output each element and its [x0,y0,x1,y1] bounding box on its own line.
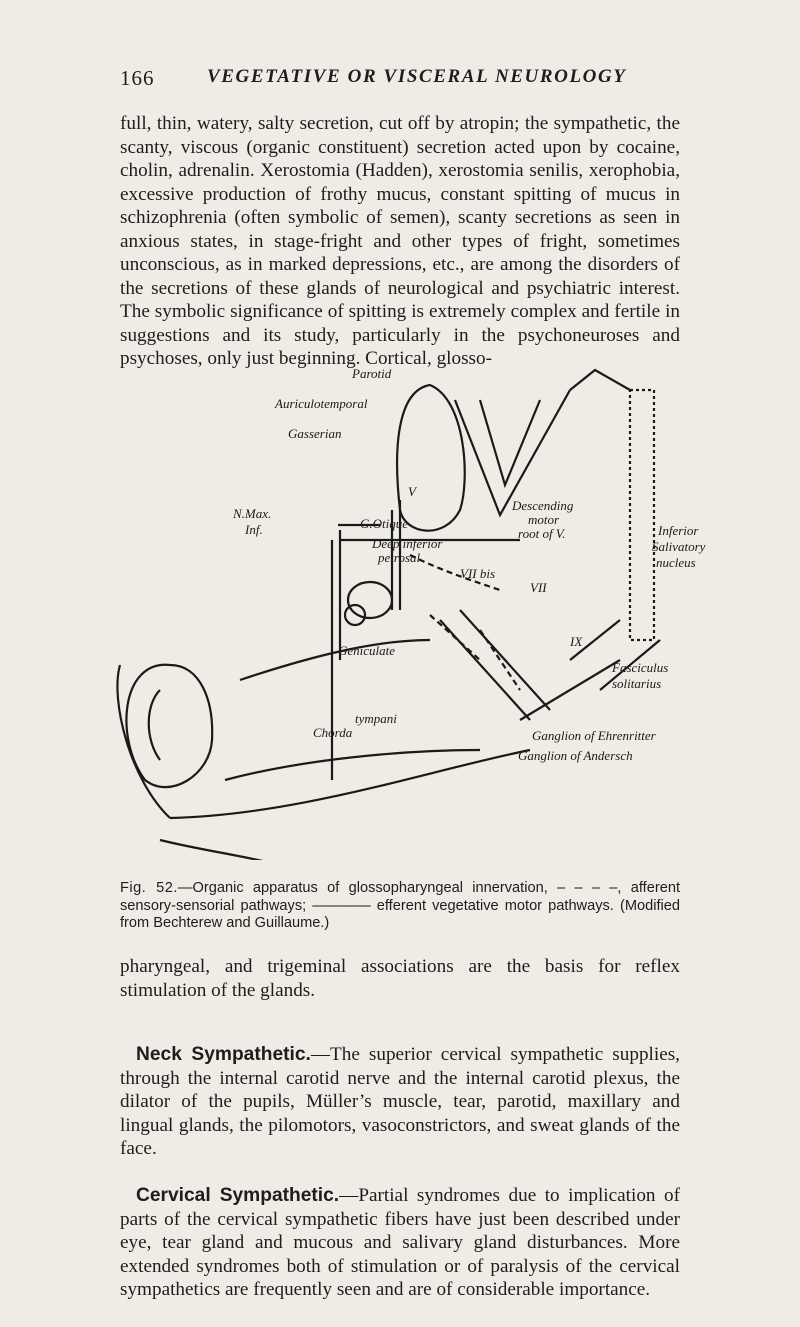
body-paragraph-3 [120,1043,680,1161]
running-head: VEGETATIVE OR VISCERAL NEUROLOGY [207,66,627,87]
body-paragraph-2: pharyngeal, and trigeminal associations are the basis for reflex stimulation of the glands. [120,956,680,1001]
label-salivatory: Salivatory [652,539,706,554]
label-solitarius: solitarius [612,676,662,691]
label-fasciculus: Fasciculus [612,660,669,675]
glossopharyngeal-diagram [100,360,720,860]
otic-ganglion [348,582,392,618]
label-chorda: Chorda [313,725,353,740]
figure-caption [120,880,680,933]
label-gasserian: Gasserian [288,426,342,441]
label-inf: Inf. [245,522,263,537]
label-ehrenritter: Ganglion of Ehrenritter [532,728,656,743]
label-descending: Descending [512,498,574,513]
body-paragraph-1: full, thin, watery, salty secretion, cut off by atropin; the sympathetic, the scanty, viscous (organic constituent) secretion acted upon by cocaine, cholin, adrenalin. Xerostomia (Hadden), xerostomia senilis, xerophobia, excessive production of frothy mucus, constant spitting of mucus in schizophrenia (often symbolic of semen), scanty secretions as seen in anxious states, in stage-fright and other types of fright, sometimes unconscious, as in marked depressions, etc., are among the disorders of the secretions of these glands of neurological and psychiatric interest. The symbolic significance of spitting is extremely complex and fertile in suggestions and its study, particularly in the psychoneuroses and psychoses, only just beginning. Cortical, glosso- [120,113,680,369]
label-geniculate: Geniculate [338,643,396,658]
body-paragraph-4 [120,1184,680,1302]
label-v: V [408,484,416,499]
cervical-sympathetic-heading: Cervical Sympathetic. [136,1185,340,1206]
figure-52 [100,360,720,860]
label-root-of-v: root of V. [518,526,566,541]
page-number: 166 [120,66,155,90]
label-motor: motor [528,512,560,527]
label-tympani: tympani [355,711,397,726]
geniculate-ganglion [345,605,365,625]
label-gotique: G.Otique [360,516,409,531]
label-ix: IX [570,634,583,649]
caption-label: Fig. 52. [120,880,178,896]
cervical-sympathetic-text: —Partial syndromes due to implication of parts of the cervical sympathetic fibers have just been described under eye, tear gland and mucous and salivary gland disturbances. More extended syndromes both of stimulation or of paralysis of the cervical sympathetics are frequently seen and are of considerable importance. [120,1185,680,1300]
neck-sympathetic-heading: Neck Sympathetic. [136,1044,311,1065]
label-vii-bis: VII bis [460,566,496,581]
label-parotid: Parotid [352,366,392,381]
label-andersch: Ganglion of Andersch [518,748,633,763]
label-auriculotemporal: Auriculotemporal [275,396,368,411]
label-nucleus: nucleus [656,555,696,570]
label-petrosal: petrosal [378,550,421,565]
caption-text: —Organic apparatus of glossopharyngeal innervation, – – – –, afferent sensory-sensorial pathways; ———— efferent vegetative motor pathways. (Modified from Bechterew and Guillaume.) [120,880,681,931]
label-vii: VII [530,580,547,595]
salivatory-nucleus-column [630,390,654,640]
neck-sympathetic-text: —The superior cervical sympathetic supplies, through the internal carotid nerve and the internal carotid plexus, the dilator of the pupils, Müller’s muscle, tear, parotid, maxillary and lingual glands, the pilomotors, vasoconstrictors, and sweat glands of the face. [120,1044,680,1159]
label-inferior: Inferior [658,523,699,538]
label-nmax: N.Max. [233,506,272,521]
page-header [0,66,800,96]
label-deep-inferior: Deep inferior [372,536,443,551]
parotid-gland-outline [397,385,465,531]
submaxillary-gland-outline [126,665,212,787]
